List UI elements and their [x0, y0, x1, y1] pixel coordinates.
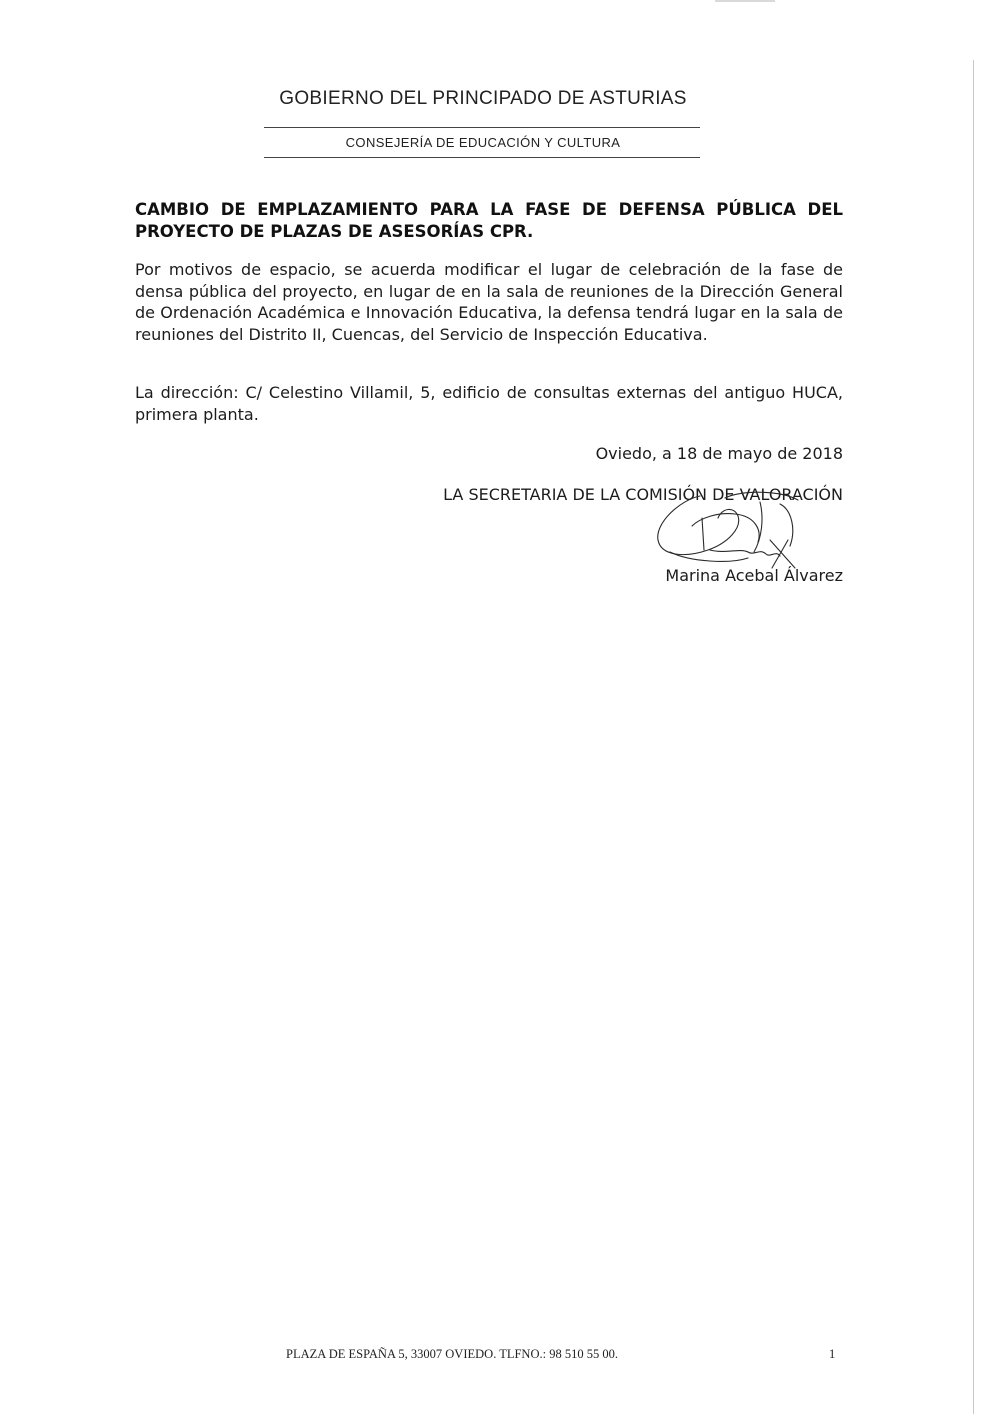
- document-title: CAMBIO DE EMPLAZAMIENTO PARA LA FASE DE DEFENSA PÚBLICA DEL PROYECTO DE PLAZAS DE ASESORÍAS CPR.: [135, 200, 843, 241]
- body-paragraph-2: La dirección: C/ Celestino Villamil, 5, edificio de consultas externas del antiguo HUCA, primera planta.: [135, 383, 843, 424]
- body-paragraph-1: Por motivos de espacio, se acuerda modificar el lugar de celebración de la fase de densa pública del proyecto, en lugar de en la sala de reuniones de la Dirección General de Ordenación Académica e Innovación Educativa, la defensa tendrá lugar en la sala de reuniones del Distrito II, Cuencas, del Servicio de Inspección Educativa.: [135, 260, 843, 344]
- header-divider-top: [264, 127, 700, 128]
- header-divider-bottom: [264, 157, 700, 158]
- department-heading: CONSEJERÍA DE EDUCACIÓN Y CULTURA: [345, 135, 621, 150]
- institution-heading: GOBIERNO DEL PRINCIPADO DE ASTURIAS: [279, 88, 687, 109]
- scan-edge-line: [973, 60, 974, 1414]
- page-number: 1: [829, 1347, 836, 1361]
- place-and-date: Oviedo, a 18 de mayo de 2018: [595, 444, 843, 463]
- signatory-name: Marina Acebal Álvarez: [665, 566, 843, 585]
- scan-artifact: [715, 0, 775, 2]
- signatory-role: LA SECRETARIA DE LA COMISIÓN DE VALORACIÓN: [443, 485, 843, 504]
- footer-address: PLAZA DE ESPAÑA 5, 33007 OVIEDO. TLFNO.: 98 510 55 00.: [286, 1347, 618, 1361]
